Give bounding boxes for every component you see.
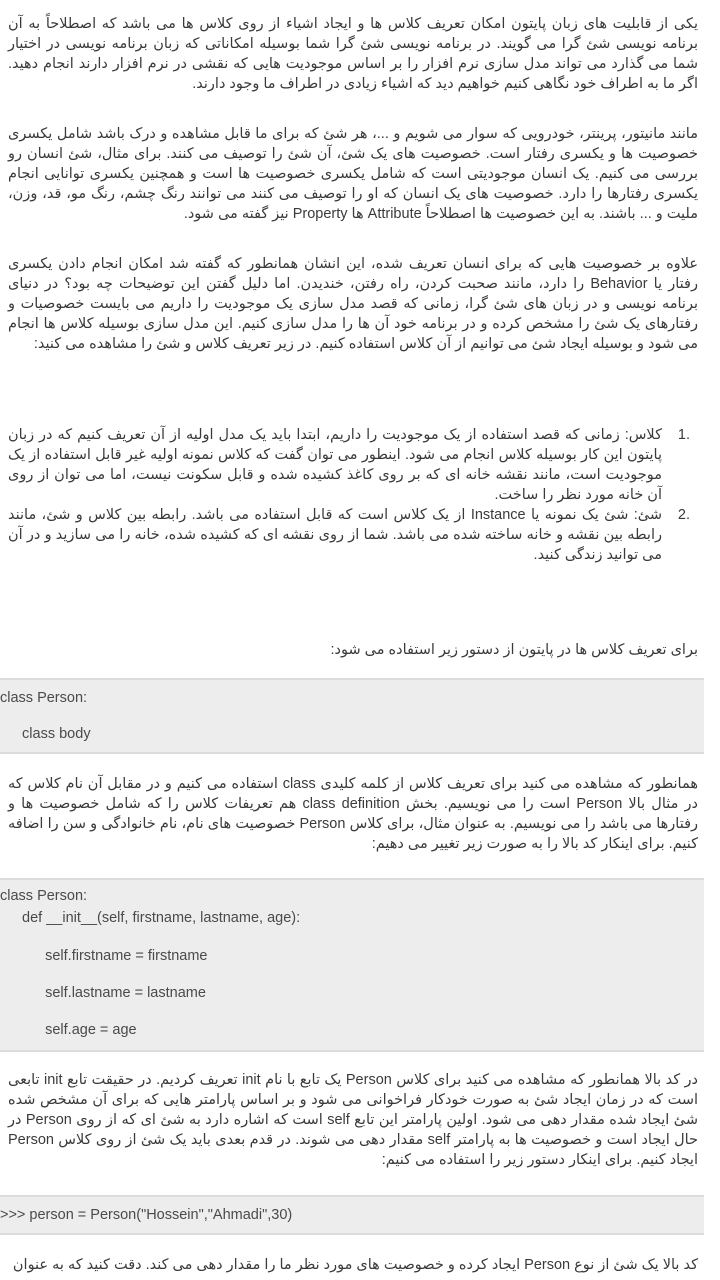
intro-paragraph: یکی از قابلیت های زبان پایتون امکان تعریف کلاس ها و ایجاد اشیاء از روی کلاس ها می باشد که اصطلاحاً به آن برنامه نویسی شئ گرا می گویند. در برنامه نویسی شئ گرا شما بوسیله امکاناتی که زبان برنامه نویسی در اختیار شما می گذارد می تواند مدل سازی نرم افزار را بر اساس موجودیت هایی که نقشی در نرم افزار دارند انجام دهید. اگر ما به اطراف خود نگاهی کنیم خواهیم دید که اشیاء زیادی در اطراف ما وجود دارند. [8,16,698,92]
code-line: self.firstname = firstname [29,948,208,964]
code-line: >>> person = Person("Hossein","Ahmadi",30) [0,1207,293,1223]
code-line: class Person: [0,690,88,706]
list-item-class [8,425,690,505]
list-number: 2. [677,507,690,523]
list-item-text: شئ: شئ یک نمونه یا Instance از یک کلاس است که قابل استفاده می باشد. رابطه بین کلاس و شئ، مانند رابطه بین نقشه و خانه ساخته شده می باشد. شما از روی نقشه ای که کشیده شده، خانه را می سازید و در آن می توانید زندگی کنید. [8,507,662,563]
list-number: 1. [677,427,690,443]
class-keyword-paragraph: همانطور که مشاهده می کنید برای تعریف کلاس از کلمه کلیدی class استفاده می کنیم و در مقابل آن نام کلاس که در مثال بالا Person است را می نویسیم. بخش class definition هم تعریفات کلاس را که شامل خصوصیت ها و رفتارها می باشد را می نویسیم. به عنوان مثال، برای کلاس Person خصوصیت های نام، نام خانوادگی و سن را اضافه کنیم. برای اینکار کد بالا را به صورت زیر تغییر می دهیم: [8,776,699,852]
code-block-init [0,878,704,1052]
definitions-list [0,425,704,565]
code-line: self.lastname = lastname [29,985,206,1001]
code-line: class Person: [0,888,88,904]
code-line: self.age = age [29,1022,137,1038]
code-line: class body [14,726,91,742]
list-item-text: کلاس: زمانی که قصد استفاده از یک موجودیت را داریم، ابتدا باید یک مدل اولیه از آن تعریف کنیم که در زبان پایتون این کار بوسیله کلاس انجام می شود. اینطور می توان گفت که کلاس نمونه اولیه غیر قابل استفاده از یک موجودیت است، مانند نقشه خانه ای که بر روی کاغذ کشیده شده و قابل سکونت نیست، اما می توان از روی آن خانه مورد نظر را ساخت. [8,427,662,503]
code-line: def __init__(self, firstname, lastname, age): [14,910,301,926]
code-block-instance [0,1195,704,1235]
list-item-object [8,505,690,565]
code-block-class-definition [0,678,704,754]
init-explanation-paragraph: در کد بالا همانطور که مشاهده می کنید برای کلاس Person یک تابع با نام init تعریف کردیم. در حقیقت تابع init تابعی است که در زمان ایجاد شئ به صورت خودکار فراخوانی می شود و بر اساس پارامتر هایی که برای آن مشخص شده شئ ایجاد شده مقدار دهی می شود. اولین پارامتر این تابع self است که اشاره دارد به شئ ای که از روی Person در حال ایجاد است و خصوصیت ها به پارامتر self مقدار دهی می شوند. در قدم بعدی باید یک شئ از روی کلاس Person ایجاد کنیم. برای اینکار دستور زیر را استفاده می کنیم: [8,1072,699,1168]
behavior-paragraph: علاوه بر خصوصیت هایی که برای انسان تعریف شده، این انشان همانطور که گفته شد امکان انجام دادن یکسری رفتار یا Behavior را دارد، مانند صحبت کردن، راه رفتن، خندیدن. اما دلیل گفتن این توضیحات چه بود؟ در دنیای برنامه نویسی و در زبان های شئ گرا، زمانی که قصد مدل سازی یک موجودیت را داریم می بایست خصوصیات و رفتارهای یک شئ را مشخص کرده و در برنامه خود آن ها را مدل سازی کنیم. این مدل سازی بوسیله کلاس ها انجام می شود و بوسیله ایجاد شئ می توانیم از آن کلاس استفاده کنیم. در زیر تعریف کلاس و شئ را مشاهده می کنید: [8,256,698,352]
instance-explanation-paragraph: کد بالا یک شئ از نوع Person ایجاد کرده و خصوصیت های مورد نظر ما را مقدار دهی می کند. دقت کنید که به عنوان [12,1257,698,1273]
objects-paragraph: مانند مانیتور، پرینتر، خودرویی که سوار می شویم و ...، هر شئ که برای ما قابل مشاهده و درک باشد شامل یکسری خصوصیت ها و یکسری رفتار است. خصوصیت های یک شئ، آن شئ را توصیف می کنند. برای مثال، شئ انسان رو بررسی می کنیم. یک انسان موجودیتی است که شامل یکسری خصوصیت ها است و همچنین یکسری توانایی انجام یکسری رفتارها را دارد. خصوصیت های یک انسان که او را توصیف می کنند می توانند رنگ چشم، رنگ مو، قد، وزن، ملیت و ... باشند. به این خصوصیت ها اصطلاحاً Attribute ها Property نیز گفته می شود. [8,126,698,222]
class-intro-text: برای تعریف کلاس ها در پایتون از دستور زیر استفاده می شود: [330,642,698,658]
